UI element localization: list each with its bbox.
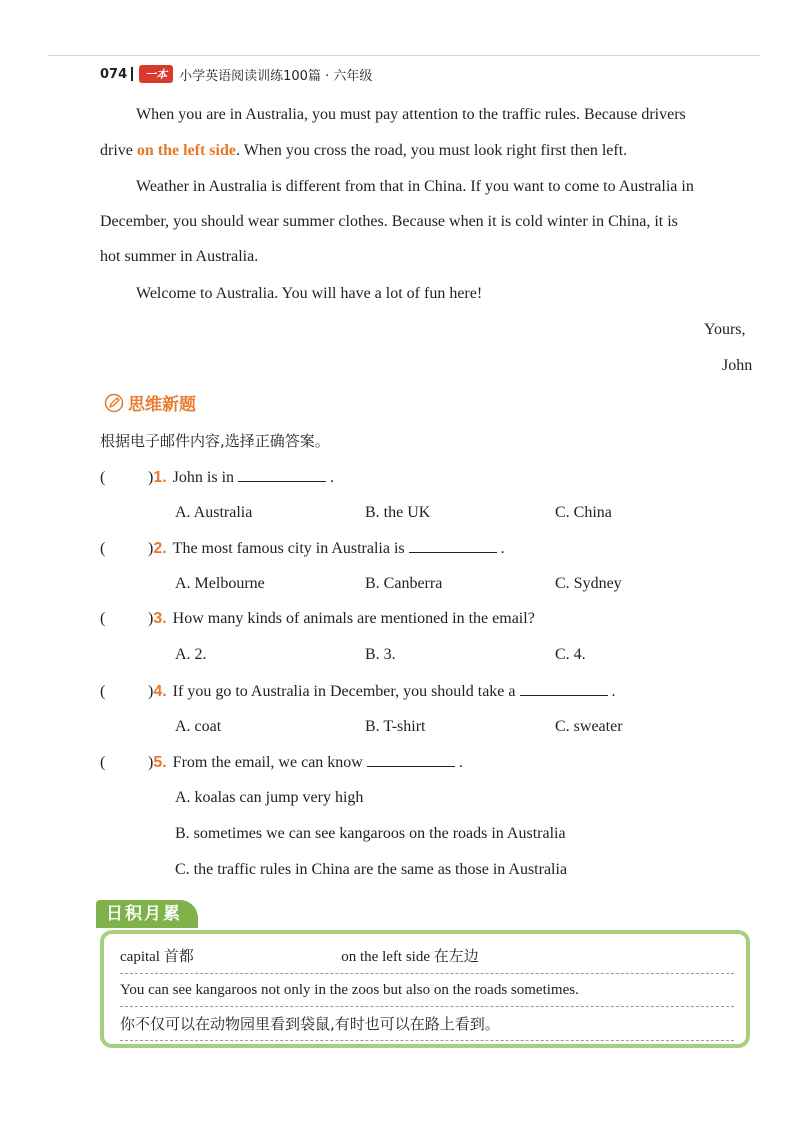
question-stem: If you go to Australia in December, you should take a xyxy=(172,683,516,700)
passage-p1-line1: When you are in Australia, you must pay attention to the traffic rules. Because drivers xyxy=(136,106,686,123)
instruction: 根据电子邮件内容,选择正确答案。 xyxy=(100,432,330,450)
vocab-meaning: 在左边 xyxy=(433,947,479,965)
question-4 xyxy=(100,681,616,702)
question-stem: John is in xyxy=(172,469,235,486)
question-stem: How many kinds of animals are mentioned in the email? xyxy=(172,610,535,627)
question-1 xyxy=(100,467,334,488)
option-b[interactable]: B. 3. xyxy=(365,646,396,663)
example-sentence-cn: 你不仅可以在动物园里看到袋鼠,有时也可以在路上看到。 xyxy=(120,1014,734,1041)
signature: John xyxy=(722,357,753,374)
passage-p3-line1: Welcome to Australia. You will have a lot of fun here! xyxy=(136,285,483,302)
passage-p1-line2 xyxy=(100,141,627,161)
brand-logo: 一本 xyxy=(139,65,173,83)
answer-paren-close: ) xyxy=(148,754,154,771)
accumulation-box xyxy=(100,930,750,1048)
section-title xyxy=(104,390,196,415)
page-number: 074 xyxy=(100,66,128,82)
option-c[interactable]: C. the traffic rules in China are the same as those in Australia xyxy=(175,861,568,878)
vocab-word: capital xyxy=(120,949,160,965)
option-a[interactable]: A. 2. xyxy=(175,646,207,663)
question-number: 4. xyxy=(153,683,167,700)
top-rule xyxy=(48,55,760,56)
section-title-text: 思维新题 xyxy=(128,395,196,415)
closing: Yours, xyxy=(704,321,746,338)
option-b[interactable]: B. T-shirt xyxy=(365,718,426,735)
option-c[interactable]: C. Sydney xyxy=(555,575,622,592)
question-number: 2. xyxy=(153,540,167,557)
answer-blank[interactable] xyxy=(409,538,497,553)
answer-paren-open: ( xyxy=(100,540,106,557)
question-stem: The most famous city in Australia is xyxy=(172,540,405,557)
answer-paren-close: ) xyxy=(148,610,154,627)
page-header xyxy=(100,64,372,84)
header-divider xyxy=(131,67,133,81)
question-number: 1. xyxy=(153,469,167,486)
question-number: 3. xyxy=(153,610,167,627)
option-a[interactable]: A. Australia xyxy=(175,504,253,521)
question-5 xyxy=(100,752,463,773)
answer-blank[interactable] xyxy=(238,467,326,482)
answer-paren-open: ( xyxy=(100,683,106,700)
question-3 xyxy=(100,609,535,629)
question-stem-end: . xyxy=(611,683,616,700)
vocab-word: on the left side xyxy=(341,949,430,965)
question-2 xyxy=(100,538,505,559)
option-b[interactable]: B. sometimes we can see kangaroos on the roads in Australia xyxy=(175,825,566,842)
answer-blank[interactable] xyxy=(520,681,608,696)
question-stem-end: . xyxy=(330,469,335,486)
passage-text: . When you cross the road, you must look right first then left. xyxy=(235,142,628,159)
option-a[interactable]: A. Melbourne xyxy=(175,575,265,592)
vocab-row xyxy=(120,946,734,974)
question-stem-end: . xyxy=(500,540,505,557)
vocab-meaning: 首都 xyxy=(163,947,194,965)
option-c[interactable]: C. China xyxy=(555,504,612,521)
answer-paren-close: ) xyxy=(148,683,154,700)
accumulation-tag: 日积月累 xyxy=(96,900,198,928)
option-b[interactable]: B. Canberra xyxy=(365,575,443,592)
answer-paren-open: ( xyxy=(100,610,106,627)
example-sentence-en: You can see kangaroos not only in the zoos but also on the roads sometimes. xyxy=(120,980,734,1007)
option-a[interactable]: A. koalas can jump very high xyxy=(175,789,364,806)
passage-p2-line3: hot summer in Australia. xyxy=(100,248,259,265)
option-b[interactable]: B. the UK xyxy=(365,504,431,521)
answer-paren-open: ( xyxy=(100,469,106,486)
question-stem-end: . xyxy=(458,754,463,771)
passage-p2-line2: December, you should wear summer clothes. Because when it is cold winter in China, it is xyxy=(100,213,678,230)
option-a[interactable]: A. coat xyxy=(175,718,222,735)
passage-p2-line1: Weather in Australia is different from that in China. If you want to come to Australia in xyxy=(136,178,694,195)
option-c[interactable]: C. sweater xyxy=(555,718,623,735)
answer-paren-open: ( xyxy=(100,754,106,771)
question-number: 5. xyxy=(153,754,167,771)
option-c[interactable]: C. 4. xyxy=(555,646,586,663)
question-stem: From the email, we can know xyxy=(172,754,363,771)
answer-paren-close: ) xyxy=(148,540,154,557)
answer-blank[interactable] xyxy=(367,752,455,767)
passage-text: drive xyxy=(100,142,137,159)
book-title: 小学英语阅读训练100篇 · 六年级 xyxy=(179,68,373,84)
answer-paren-close: ) xyxy=(148,469,154,486)
pen-icon xyxy=(104,393,124,413)
highlight-phrase: on the left side xyxy=(136,142,236,159)
